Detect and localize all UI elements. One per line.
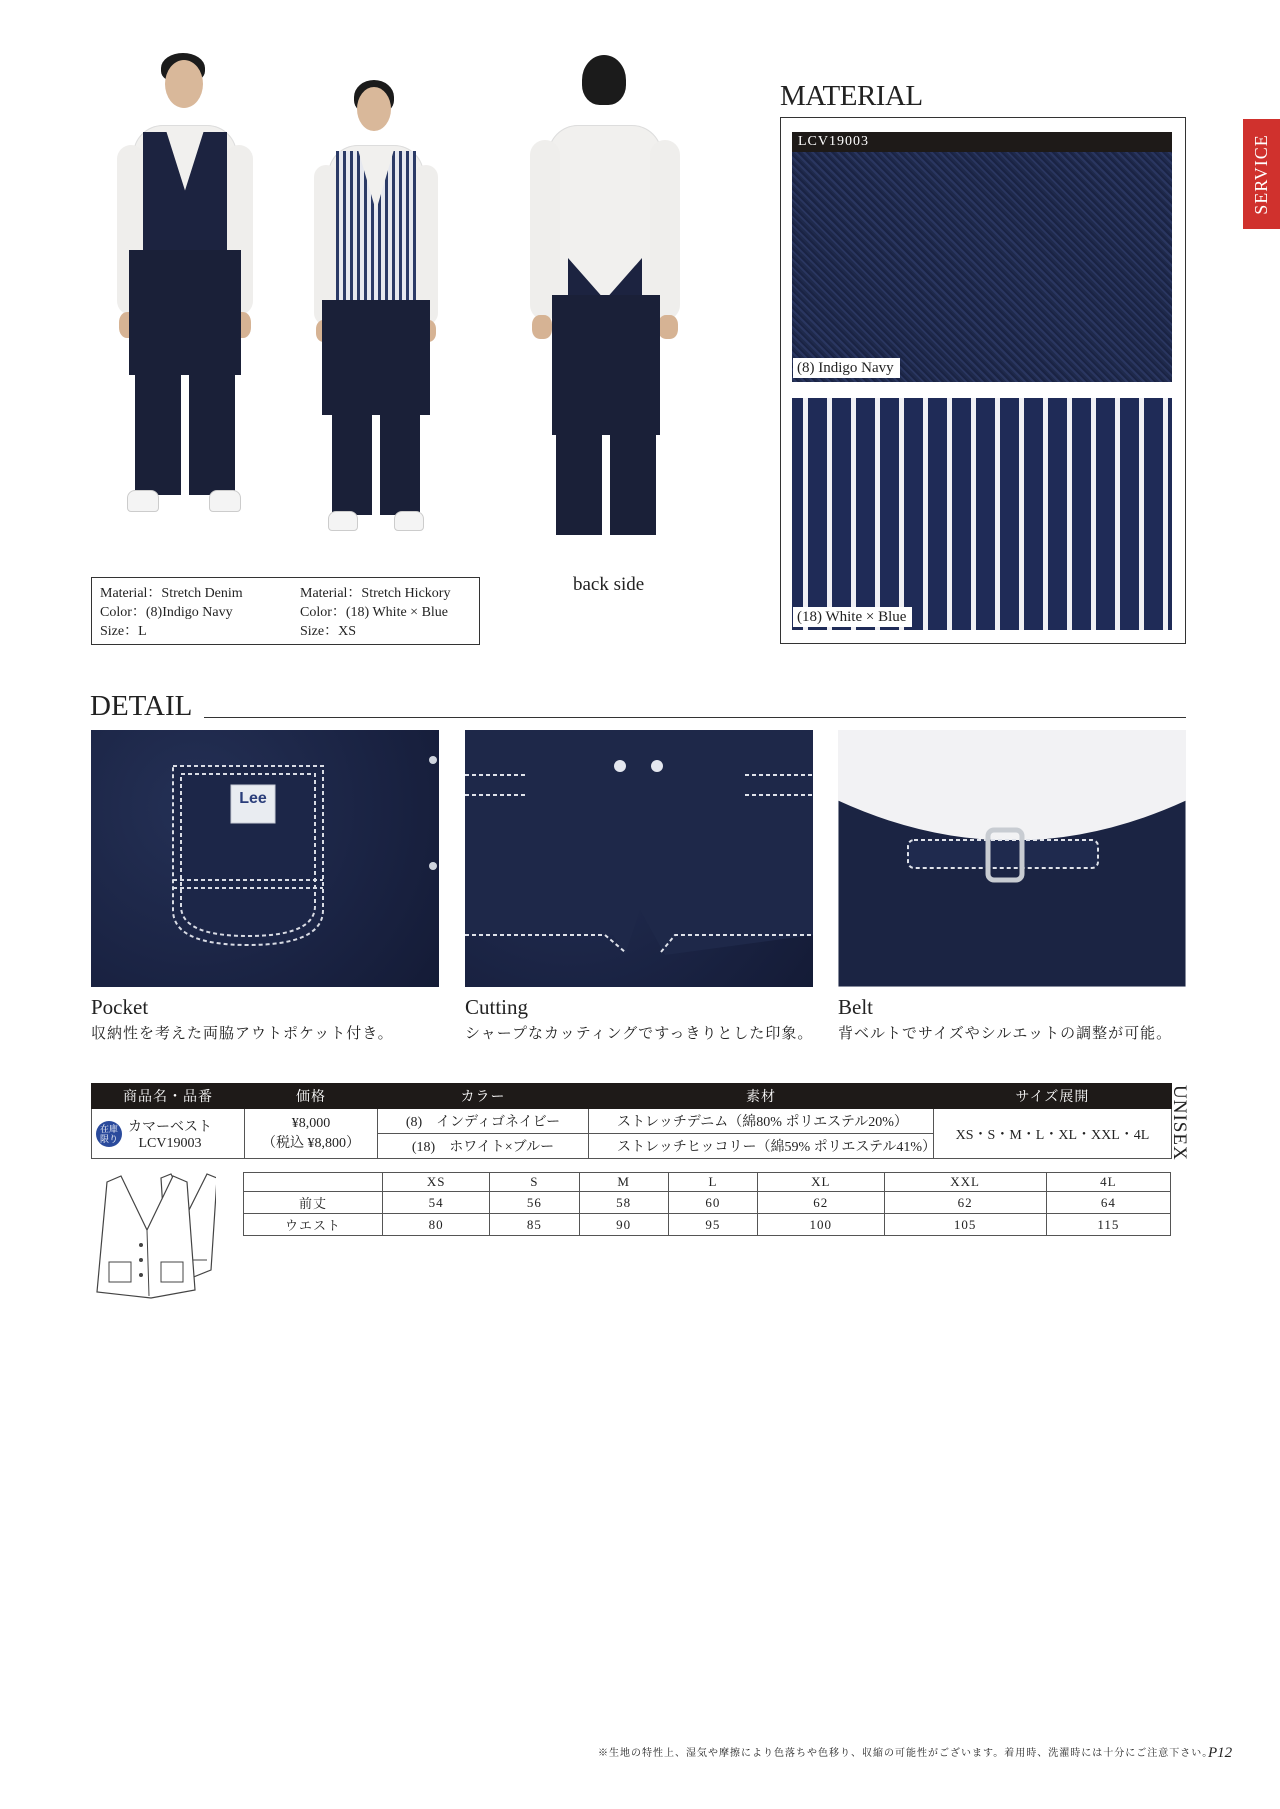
product-table <box>91 1083 1172 1159</box>
detail-photo-pocket <box>91 730 439 987</box>
swatch-indigo-navy-label: (8) Indigo Navy <box>793 358 900 378</box>
table-cell: 80 <box>383 1214 490 1236</box>
product-name: カマーベスト <box>128 1119 212 1135</box>
table-cell: 115 <box>1046 1214 1170 1236</box>
caption-right-size: Size：XS <box>300 624 356 639</box>
care-footnote: ※生地の特性上、湿気や摩擦により色落ちや色移り、収縮の可能性がございます。着用時、洗濯時には十分にご注意下さい。 <box>598 1748 1214 1759</box>
table-cell: 54 <box>383 1192 490 1214</box>
material-1: ストレッチデニム（綿80% ポリエステル20%） <box>589 1109 934 1134</box>
table-cell: 62 <box>758 1192 884 1214</box>
size-header-xs: XS <box>383 1173 490 1192</box>
page-number: P12 <box>1208 1745 1233 1761</box>
material-2: ストレッチヒッコリー（綿59% ポリエステル41%） <box>589 1134 934 1159</box>
detail-belt-name: Belt <box>838 995 873 1019</box>
size-header-xl: XL <box>758 1173 884 1192</box>
col-header-sizes: サイズ展開 <box>934 1084 1172 1109</box>
swatch-indigo-navy <box>792 152 1172 382</box>
size-header-xxl: XXL <box>884 1173 1046 1192</box>
table-cell: 90 <box>579 1214 668 1236</box>
detail-belt-desc: 背ベルトでサイズやシルエットの調整が可能。 <box>838 1026 1173 1042</box>
model-caption-box <box>91 577 480 645</box>
color-2: (18) ホワイト×ブルー <box>378 1134 589 1159</box>
service-tab-label: SERVICE <box>1251 133 1272 215</box>
detail-pocket-name: Pocket <box>91 995 149 1019</box>
lee-logo-label: Lee <box>239 790 267 807</box>
detail-divider <box>204 717 1186 718</box>
col-header-price: 価格 <box>245 1084 378 1109</box>
caption-right-color: Color：(18) White × Blue <box>300 605 449 620</box>
table-cell: 85 <box>490 1214 579 1236</box>
size-header-blank <box>244 1173 383 1192</box>
model-back-image <box>530 55 680 550</box>
detail-cutting-desc: シャープなカッティングですっきりとした印象。 <box>465 1026 814 1042</box>
detail-title: DETAIL <box>90 690 193 722</box>
size-header-s: S <box>490 1173 579 1192</box>
row-label-waist: ウエスト <box>244 1214 383 1236</box>
row-label-length: 前丈 <box>244 1192 383 1214</box>
color-1: (8) インディゴネイビー <box>378 1109 589 1134</box>
size-chart-table <box>243 1172 1171 1236</box>
service-tab[interactable] <box>1243 119 1280 229</box>
table-cell: 105 <box>884 1214 1046 1236</box>
col-header-material: 素材 <box>589 1084 934 1109</box>
size-range: XS・S・M・L・XL・XXL・4L <box>934 1109 1172 1159</box>
vest-sketch-illustration <box>91 1170 216 1310</box>
stock-limited-badge: 在庫限り <box>96 1121 122 1147</box>
detail-pocket-desc: 収納性を考えた両脇アウトポケット付き。 <box>91 1026 394 1042</box>
caption-right-material: Material：Stretch Hickory <box>300 586 451 601</box>
table-cell: 58 <box>579 1192 668 1214</box>
model-front-stripe-image <box>312 75 442 545</box>
table-row <box>244 1192 1171 1214</box>
swatch-white-blue-label: (18) White × Blue <box>793 607 912 627</box>
table-row <box>244 1214 1171 1236</box>
table-cell: 95 <box>668 1214 757 1236</box>
product-name-cell <box>92 1109 245 1159</box>
swatch-white-blue <box>792 398 1172 630</box>
table-cell: 60 <box>668 1192 757 1214</box>
table-cell: 62 <box>884 1192 1046 1214</box>
model-front-navy-image <box>115 50 255 550</box>
price: ¥8,000 <box>291 1115 331 1131</box>
col-header-color: カラー <box>378 1084 589 1109</box>
size-header-4l: 4L <box>1046 1173 1170 1192</box>
price-cell <box>245 1109 378 1159</box>
caption-left-color: Color：(8)Indigo Navy <box>100 605 233 620</box>
table-cell: 100 <box>758 1214 884 1236</box>
col-header-name: 商品名・品番 <box>92 1084 245 1109</box>
product-code: LCV19003 <box>138 1135 202 1151</box>
table-cell: 56 <box>490 1192 579 1214</box>
material-title: MATERIAL <box>780 80 923 112</box>
back-side-label: back side <box>573 574 645 595</box>
detail-cutting-name: Cutting <box>465 995 529 1019</box>
detail-photo-belt <box>838 730 1186 987</box>
detail-photo-cutting <box>465 730 813 987</box>
caption-left-material: Material：Stretch Denim <box>100 586 243 601</box>
table-cell: 64 <box>1046 1192 1170 1214</box>
size-header-m: M <box>579 1173 668 1192</box>
size-header-l: L <box>668 1173 757 1192</box>
unisex-label: UNISEX <box>1169 1085 1190 1161</box>
caption-left-size: Size：L <box>100 624 147 639</box>
price-tax: （税込 ¥8,800） <box>262 1135 360 1151</box>
material-code: LCV19003 <box>792 132 1172 152</box>
